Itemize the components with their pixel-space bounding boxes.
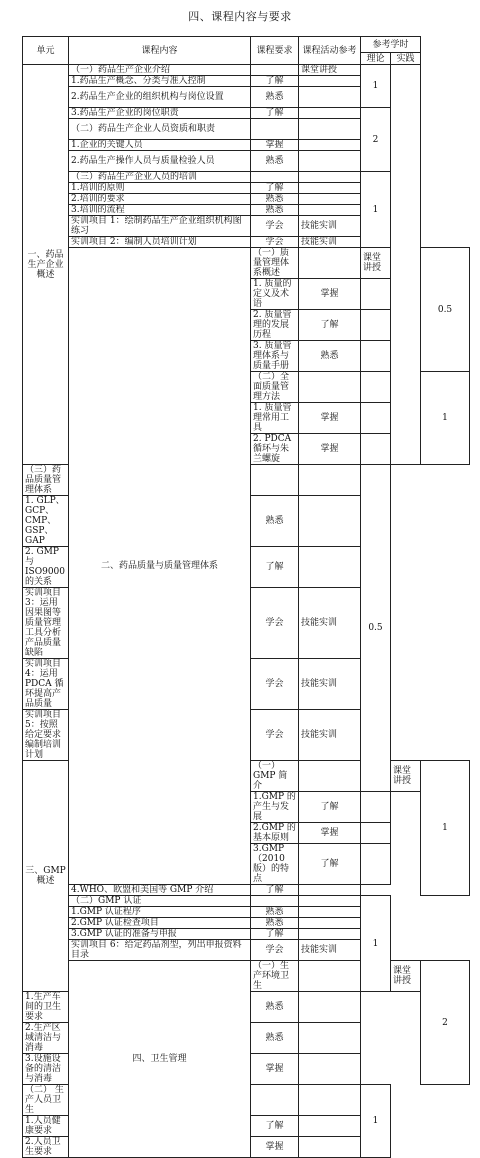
table-body: [23, 65, 470, 1158]
activity-cell: [299, 183, 361, 194]
theory-hours-cell: 1: [421, 372, 470, 465]
activity-cell: 技能实训: [299, 237, 361, 248]
requirement-cell: 了解: [251, 547, 299, 588]
content-cell: 1.培训的原则: [69, 183, 251, 194]
requirement-cell: 熟悉: [251, 918, 299, 929]
activity-cell: [299, 151, 361, 172]
table-row: [23, 918, 470, 929]
content-cell: 实训项目 5：按照给定要求编制培训计划: [23, 710, 69, 761]
requirement-cell: 熟悉: [251, 992, 299, 1023]
content-cell: 1.生产车间的卫生要求: [23, 992, 69, 1023]
content-cell: （一）GMP 简介: [251, 761, 299, 792]
content-cell: 2.药品生产操作人员与质量检验人员: [69, 151, 251, 172]
activity-cell: 课堂讲授: [361, 248, 391, 279]
content-cell: 1. 质量的定义及术语: [251, 279, 299, 310]
page-title: 四、课程内容与要求: [188, 10, 292, 23]
content-cell: 1. 质量管理常用工具: [251, 403, 299, 434]
content-cell: （二）全面质量管理方法: [251, 372, 299, 403]
activity-cell: [299, 496, 361, 547]
table-row: [23, 961, 470, 992]
activity-cell: [299, 896, 361, 907]
requirement-cell: 学会: [251, 237, 299, 248]
activity-cell: [361, 279, 391, 310]
requirement-cell: [299, 761, 361, 792]
activity-cell: 技能实训: [299, 588, 361, 659]
activity-cell: 课堂讲授: [391, 961, 421, 992]
unit-cell: 四、卫生管理: [69, 961, 251, 1158]
theory-hours-cell: 1: [361, 1085, 391, 1158]
theory-hours-cell: 2: [421, 961, 470, 1085]
content-cell: 1.人员健康要求: [23, 1116, 69, 1137]
content-cell: 1.药品生产概念、分类与准入控制: [69, 76, 251, 87]
theory-hours-cell: 1: [421, 761, 470, 896]
activity-cell: [299, 87, 361, 108]
content-cell: （三）药品质量管理体系: [23, 465, 69, 496]
requirement-cell: [251, 465, 299, 496]
activity-cell: 课堂讲授: [299, 65, 361, 76]
activity-cell: 技能实训: [299, 216, 361, 237]
practice-hours-cell: [391, 65, 421, 465]
unit-cell: 一、药品生产企业概述: [23, 65, 69, 465]
unit-cell: 二、药品质量与质量管理体系: [69, 248, 251, 885]
activity-cell: [299, 1054, 361, 1085]
requirement-cell: 了解: [251, 108, 299, 119]
requirement-cell: 熟悉: [251, 205, 299, 216]
activity-cell: [361, 372, 391, 403]
requirement-cell: [251, 119, 299, 140]
content-cell: （一）生产环境卫生: [251, 961, 299, 992]
header-practice: 实践: [391, 53, 421, 65]
requirement-cell: 熟悉: [251, 907, 299, 918]
content-cell: 实训项目 6：给定药品剂型，列出申报资料目录: [69, 940, 251, 961]
activity-cell: [299, 1085, 361, 1116]
activity-cell: [299, 194, 361, 205]
activity-cell: [361, 792, 391, 823]
content-cell: 3.设施设备的清洁与消毒: [23, 1054, 69, 1085]
requirement-cell: 熟悉: [251, 87, 299, 108]
requirement-cell: 学会: [251, 710, 299, 761]
requirement-cell: 了解: [299, 844, 361, 885]
activity-cell: [361, 844, 391, 885]
theory-hours-cell: 2: [361, 108, 391, 172]
activity-cell: [299, 992, 361, 1023]
requirement-cell: 熟悉: [299, 341, 361, 372]
content-cell: 3.培训的流程: [69, 205, 251, 216]
requirement-cell: 学会: [251, 216, 299, 237]
requirement-cell: 熟悉: [251, 151, 299, 172]
content-cell: 2. PDCA 循环与朱兰螺旋: [251, 434, 299, 465]
table-row: [23, 885, 470, 896]
activity-cell: [299, 547, 361, 588]
requirement-cell: 了解: [299, 792, 361, 823]
content-cell: 1.企业的关键人员: [69, 140, 251, 151]
activity-cell: 技能实训: [299, 659, 361, 710]
content-cell: 2.生产区域清洁与消毒: [23, 1023, 69, 1054]
requirement-cell: 掌握: [251, 140, 299, 151]
requirement-cell: 熟悉: [251, 496, 299, 547]
content-cell: 3.药品生产企业的岗位职责: [69, 108, 251, 119]
requirement-cell: 掌握: [251, 1054, 299, 1085]
content-cell: （一）药品生产企业介绍: [69, 65, 251, 76]
header-unit: 单元: [23, 37, 69, 65]
content-cell: （二）GMP 认证: [69, 896, 251, 907]
requirement-cell: [251, 65, 299, 76]
requirement-cell: [251, 896, 299, 907]
activity-cell: [299, 205, 361, 216]
activity-cell: [299, 918, 361, 929]
activity-cell: [361, 434, 391, 465]
theory-hours-cell: 1: [361, 172, 391, 248]
theory-hours-cell: 0.5: [421, 248, 470, 372]
activity-cell: [361, 823, 391, 844]
requirement-cell: 了解: [251, 929, 299, 940]
activity-cell: [299, 929, 361, 940]
header-requirement: 课程要求: [251, 37, 299, 65]
content-cell: 实训项目 1：绘制药品生产企业组织机构图练习: [69, 216, 251, 237]
content-cell: （一）质量管理体系概述: [251, 248, 299, 279]
content-cell: 实训项目 4：运用 PDCA 循环提高产品质量: [23, 659, 69, 710]
activity-cell: 课堂讲授: [391, 761, 421, 792]
activity-cell: 技能实训: [299, 710, 361, 761]
theory-hours-cell: 1: [361, 896, 391, 992]
header-hours: 参考学时: [361, 37, 421, 53]
content-cell: （二）药品生产企业人员资质和职责: [69, 119, 251, 140]
requirement-cell: 了解: [251, 76, 299, 87]
requirement-cell: [251, 1085, 299, 1116]
activity-cell: [361, 310, 391, 341]
table-row: [23, 940, 470, 961]
content-cell: 2.培训的要求: [69, 194, 251, 205]
content-cell: 1.GMP 的产生与发展: [251, 792, 299, 823]
content-cell: 3.GMP 认证的准备与申报: [69, 929, 251, 940]
requirement-cell: 了解: [299, 310, 361, 341]
requirement-cell: 了解: [251, 1116, 299, 1137]
content-cell: 2. 质量管理的发展历程: [251, 310, 299, 341]
activity-cell: [299, 1137, 361, 1158]
content-cell: （三）药品生产企业人员的培训: [69, 172, 251, 183]
requirement-cell: 掌握: [299, 823, 361, 844]
activity-cell: [299, 465, 361, 496]
requirement-cell: [299, 248, 361, 279]
requirement-cell: 掌握: [299, 434, 361, 465]
content-cell: 实训项目 2：编制人员培训计划: [69, 237, 251, 248]
theory-hours-cell: 1: [361, 65, 391, 108]
activity-cell: [361, 403, 391, 434]
content-cell: 2.人员卫生要求: [23, 1137, 69, 1158]
requirement-cell: 学会: [251, 940, 299, 961]
content-cell: 1.GMP 认证程序: [69, 907, 251, 918]
activity-cell: [299, 119, 361, 140]
requirement-cell: 掌握: [299, 403, 361, 434]
header-activity: 课程活动参考: [299, 37, 361, 65]
requirement-cell: 熟悉: [251, 194, 299, 205]
content-cell: 2.GMP 的基本原则: [251, 823, 299, 844]
requirement-cell: 学会: [251, 588, 299, 659]
header-content: 课程内容: [69, 37, 251, 65]
activity-cell: [299, 1116, 361, 1137]
requirement-cell: [299, 372, 361, 403]
requirement-cell: 了解: [251, 183, 299, 194]
requirement-cell: [299, 961, 361, 992]
requirement-cell: 学会: [251, 659, 299, 710]
table-row: [23, 65, 470, 76]
requirement-cell: 了解: [251, 885, 299, 896]
requirement-cell: 掌握: [299, 279, 361, 310]
activity-cell: [361, 341, 391, 372]
content-cell: 2.药品生产企业的组织机构与岗位设置: [69, 87, 251, 108]
table-row: [23, 907, 470, 918]
requirement-cell: [251, 172, 299, 183]
table-row: [23, 929, 470, 940]
unit-cell: 三、GMP 概述: [23, 761, 69, 992]
course-content-table: [22, 36, 470, 1158]
theory-hours-cell: 0.5: [361, 465, 391, 792]
content-cell: 实训项目 3：运用因果图等质量管理工具分析产品质量缺陷: [23, 588, 69, 659]
content-cell: 3.GMP（2010 版）的特点: [251, 844, 299, 885]
content-cell: 2.GMP 认证检查项目: [69, 918, 251, 929]
activity-cell: [299, 885, 361, 896]
activity-cell: [299, 76, 361, 87]
requirement-cell: 掌握: [251, 1137, 299, 1158]
content-cell: （二） 生产人员卫生: [23, 1085, 69, 1116]
content-cell: 3. 质量管理体系与质量手册: [251, 341, 299, 372]
activity-cell: [299, 108, 361, 119]
activity-cell: 技能实训: [299, 940, 361, 961]
header-theory: 理论: [361, 53, 391, 65]
requirement-cell: 熟悉: [251, 1023, 299, 1054]
content-cell: 1. GLP、GCP、CMP、GSP、GAP: [23, 496, 69, 547]
activity-cell: [299, 1023, 361, 1054]
activity-cell: [299, 907, 361, 918]
content-cell: 2. GMP 与 ISO9000 的关系: [23, 547, 69, 588]
activity-cell: [299, 140, 361, 151]
activity-cell: [299, 172, 361, 183]
content-cell: 4.WHO、欧盟和美国等 GMP 介绍: [69, 885, 251, 896]
table-row: [23, 896, 470, 907]
